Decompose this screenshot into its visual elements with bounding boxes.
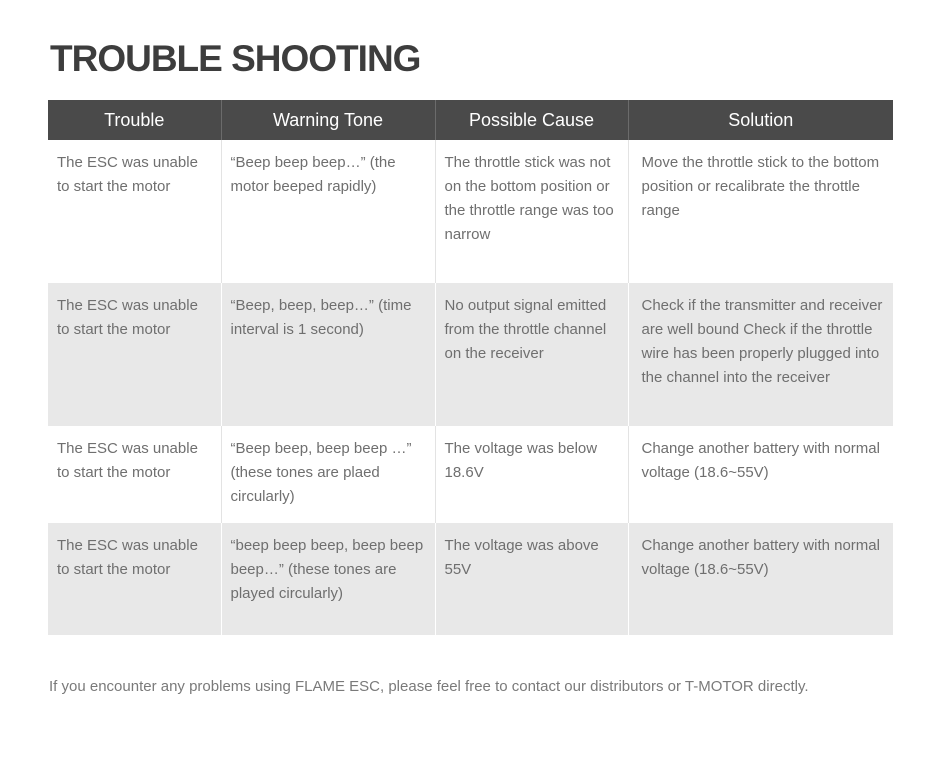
cell-trouble: The ESC was unable to start the motor (48, 523, 221, 635)
cell-solution: Change another battery with normal voltage (18.6~55V) (641, 440, 885, 481)
cell-possible-cause: The voltage was above 55V (435, 523, 628, 635)
cell-possible-cause: The voltage was below 18.6V (435, 426, 628, 523)
footer-note: If you encounter any problems using FLAME ESC, please feel free to contact our distributors or T-MOTOR directly. (49, 678, 809, 695)
table-row (48, 283, 893, 426)
table-header-row (48, 100, 893, 140)
column-header-trouble: Trouble (48, 100, 221, 140)
cell-warning-tone: “Beep beep, beep beep …” (these tones are plaed circularly) (221, 426, 435, 523)
table-body (48, 140, 893, 635)
column-header-possible-cause: Possible Cause (435, 100, 628, 140)
cell-possible-cause: The throttle stick was not on the bottom position or the throttle range was too narrow (435, 140, 628, 283)
column-header-solution: Solution (628, 100, 893, 140)
cell-solution: Check if the transmitter and receiver are well bound Check if the throttle wire has been properly plugged into the channel into the receiver (641, 297, 887, 386)
cell-possible-cause: No output signal emitted from the throttle channel on the receiver (435, 283, 628, 426)
table-row (48, 426, 893, 523)
table-row (48, 523, 893, 635)
cell-trouble: The ESC was unable to start the motor (48, 426, 221, 523)
page-title: TROUBLE SHOOTING (50, 38, 421, 79)
table-header (48, 100, 893, 140)
table-row (48, 140, 893, 283)
troubleshooting-table (48, 100, 893, 635)
cell-trouble: The ESC was unable to start the motor (48, 140, 221, 283)
cell-solution: Move the throttle stick to the bottom position or recalibrate the throttle range (641, 154, 884, 219)
cell-warning-tone: “Beep beep beep…” (the motor beeped rapidly) (221, 140, 435, 283)
cell-trouble: The ESC was unable to start the motor (48, 283, 221, 426)
column-header-warning-tone: Warning Tone (221, 100, 435, 140)
cell-warning-tone: “beep beep beep, beep beep beep…” (these tones are played circularly) (221, 523, 435, 635)
cell-solution: Change another battery with normal voltage (18.6~55V) (641, 537, 885, 578)
cell-warning-tone: “Beep, beep, beep…” (time interval is 1 second) (221, 283, 435, 426)
